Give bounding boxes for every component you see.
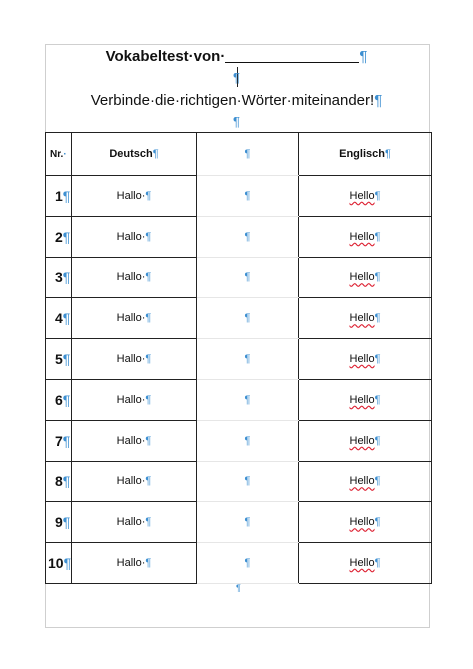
vocabulary-table — [45, 132, 432, 584]
englisch-cell[interactable]: Hello¶ — [299, 216, 432, 257]
pilcrow-mark: ¶ — [374, 92, 383, 109]
deutsch-cell[interactable]: Hallo·¶ — [72, 176, 197, 217]
spellcheck-word: Hello — [349, 434, 375, 447]
row-number-cell[interactable]: 2¶ — [46, 216, 72, 257]
englisch-cell[interactable]: Hello¶ — [299, 543, 432, 584]
spellcheck-word: Hello — [349, 475, 375, 488]
table-row — [46, 339, 432, 380]
empty-paragraph-mark: ¶ — [236, 583, 241, 593]
row-number-cell[interactable]: 9¶ — [46, 502, 72, 543]
spellcheck-word: Hello — [349, 189, 375, 202]
deutsch-cell[interactable]: Hallo·¶ — [72, 420, 197, 461]
row-number-cell[interactable]: 5¶ — [46, 339, 72, 380]
englisch-cell[interactable]: Hello¶ — [299, 298, 432, 339]
instruction-label: Verbinde·die·richtigen·Wörter·miteinander! — [90, 92, 375, 109]
connect-cell[interactable]: ¶ — [197, 176, 299, 217]
pilcrow-mark: ¶ — [359, 48, 368, 65]
connect-cell[interactable]: ¶ — [197, 543, 299, 584]
table-row — [46, 379, 432, 420]
row-number-cell[interactable]: 7¶ — [46, 420, 72, 461]
deutsch-cell[interactable]: Hallo·¶ — [72, 543, 197, 584]
row-number-cell[interactable]: 10¶ — [46, 543, 72, 584]
englisch-cell[interactable]: Hello¶ — [299, 176, 432, 217]
englisch-cell[interactable]: Hello¶ — [299, 379, 432, 420]
header-englisch[interactable]: Englisch¶ — [299, 133, 432, 176]
deutsch-cell[interactable]: Hallo·¶ — [72, 502, 197, 543]
spellcheck-word: Hello — [349, 393, 375, 406]
name-blank-line[interactable] — [225, 48, 359, 63]
header-deutsch[interactable]: Deutsch¶ — [72, 133, 197, 176]
table-row — [46, 176, 432, 217]
row-number-cell[interactable]: 6¶ — [46, 379, 72, 420]
deutsch-cell[interactable]: Hallo·¶ — [72, 379, 197, 420]
englisch-cell[interactable]: Hello¶ — [299, 257, 432, 298]
deutsch-cell[interactable]: Hallo·¶ — [72, 461, 197, 502]
row-number-cell[interactable]: 8¶ — [46, 461, 72, 502]
connect-cell[interactable]: ¶ — [197, 298, 299, 339]
table-row — [46, 461, 432, 502]
row-number-cell[interactable]: 3¶ — [46, 257, 72, 298]
instruction-text[interactable] — [0, 92, 473, 109]
spellcheck-word: Hello — [349, 271, 375, 284]
englisch-cell[interactable]: Hello¶ — [299, 420, 432, 461]
row-number-cell[interactable]: 4¶ — [46, 298, 72, 339]
table-row — [46, 257, 432, 298]
connect-cell[interactable]: ¶ — [197, 420, 299, 461]
connect-cell[interactable]: ¶ — [197, 216, 299, 257]
connect-cell[interactable]: ¶ — [197, 461, 299, 502]
connect-cell[interactable]: ¶ — [197, 257, 299, 298]
spellcheck-word: Hello — [349, 312, 375, 325]
deutsch-cell[interactable]: Hallo·¶ — [72, 216, 197, 257]
connect-cell[interactable]: ¶ — [197, 502, 299, 543]
deutsch-cell[interactable]: Hallo·¶ — [72, 298, 197, 339]
englisch-cell[interactable]: Hello¶ — [299, 339, 432, 380]
row-number-cell[interactable]: 1¶ — [46, 176, 72, 217]
spellcheck-word: Hello — [349, 557, 375, 570]
connect-cell[interactable]: ¶ — [197, 379, 299, 420]
spellcheck-word: Hello — [349, 353, 375, 366]
table-row — [46, 420, 432, 461]
connect-cell[interactable]: ¶ — [197, 339, 299, 380]
englisch-cell[interactable]: Hello¶ — [299, 461, 432, 502]
englisch-cell[interactable]: Hello¶ — [299, 502, 432, 543]
table-row — [46, 216, 432, 257]
table-header-row — [46, 133, 432, 176]
deutsch-cell[interactable]: Hallo·¶ — [72, 257, 197, 298]
deutsch-cell[interactable]: Hallo·¶ — [72, 339, 197, 380]
header-middle[interactable]: ¶ — [197, 133, 299, 176]
empty-paragraph-mark: ¶ — [233, 70, 240, 85]
spellcheck-word: Hello — [349, 516, 375, 529]
test-title[interactable] — [0, 48, 473, 68]
title-text: Vokabeltest·von· — [105, 48, 226, 65]
empty-paragraph-mark: ¶ — [233, 114, 240, 129]
table-row — [46, 543, 432, 584]
spellcheck-word: Hello — [349, 230, 375, 243]
table-row — [46, 502, 432, 543]
table-row — [46, 298, 432, 339]
header-nr[interactable]: Nr.· — [46, 133, 72, 176]
